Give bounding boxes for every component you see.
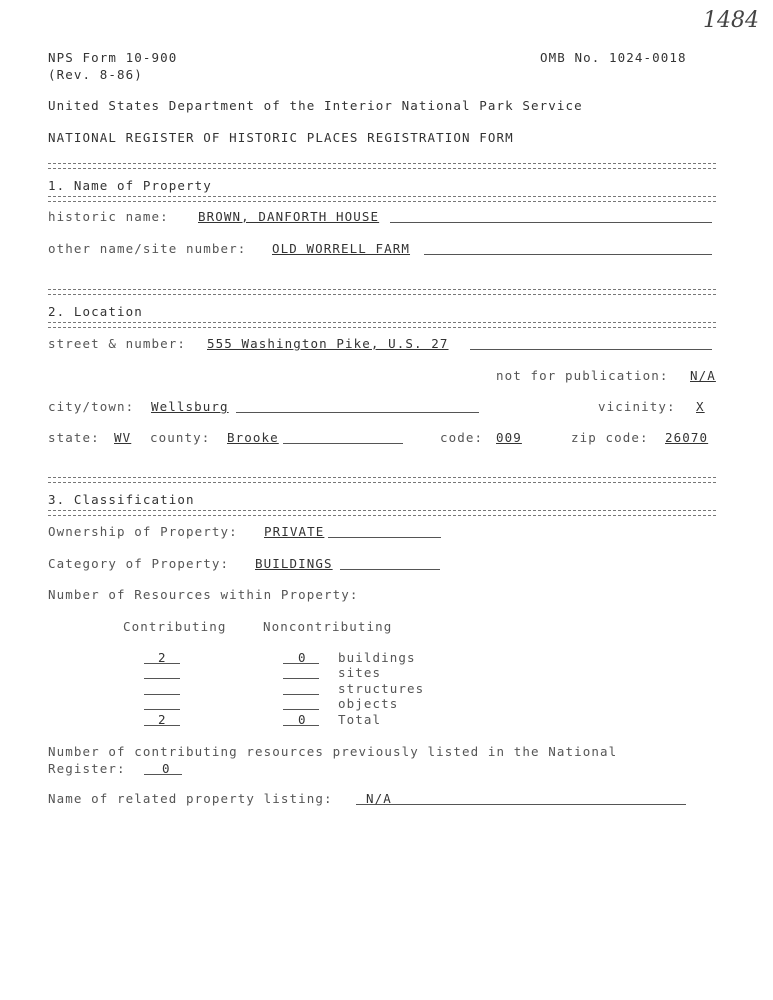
section-divider	[48, 289, 716, 295]
other-name-label: other name/site number:	[48, 241, 247, 256]
historic-name-value: BROWN, DANFORTH HOUSE	[198, 209, 380, 224]
fill-line	[283, 694, 319, 695]
county-value: Brooke	[227, 430, 279, 445]
street-value: 555 Washington Pike, U.S. 27	[207, 336, 449, 351]
fill-line	[236, 412, 479, 413]
col-noncontributing-header: Noncontributing	[263, 619, 393, 634]
section-divider	[48, 163, 716, 169]
state-value: WV	[114, 430, 132, 445]
category-label: Category of Property:	[48, 556, 230, 571]
not-for-publication-value: N/A	[690, 368, 716, 383]
resource-type: objects	[338, 696, 399, 711]
section3-heading: 3. Classification	[48, 492, 195, 507]
resource-type: buildings	[338, 650, 416, 665]
code-label: code:	[440, 430, 484, 445]
fill-line	[283, 678, 319, 679]
noncontributing-total: 0	[298, 712, 307, 727]
form-title: NATIONAL REGISTER OF HISTORIC PLACES REGISTRATION FORM	[48, 130, 514, 145]
street-label: street & number:	[48, 336, 187, 351]
fill-line	[144, 678, 180, 679]
col-contributing-header: Contributing	[123, 619, 227, 634]
fill-line	[144, 709, 180, 710]
section-divider	[48, 477, 716, 483]
fill-line	[340, 569, 440, 570]
resources-label: Number of Resources within Property:	[48, 587, 359, 602]
section-divider	[48, 510, 716, 516]
fill-line	[390, 222, 712, 223]
prev-listed-label: Number of contributing resources previously listed in the National	[48, 744, 618, 759]
resource-type: sites	[338, 665, 382, 680]
city-value: Wellsburg	[151, 399, 229, 414]
fill-line	[144, 694, 180, 695]
fill-line	[470, 349, 712, 350]
related-listing-value: N/A	[366, 791, 392, 806]
omb-number: OMB No. 1024-0018	[540, 50, 687, 65]
ownership-label: Ownership of Property:	[48, 524, 238, 539]
fill-line	[424, 254, 712, 255]
city-label: city/town:	[48, 399, 135, 414]
fill-line	[283, 709, 319, 710]
vicinity-value: X	[696, 399, 705, 414]
fill-line	[328, 537, 441, 538]
not-for-publication-label: not for publication:	[496, 368, 669, 383]
category-value: BUILDINGS	[255, 556, 333, 571]
contributing-count: 2	[158, 650, 167, 665]
noncontributing-count: 0	[298, 650, 307, 665]
prev-listed-label-2: Register:	[48, 761, 126, 776]
related-listing-label: Name of related property listing:	[48, 791, 333, 806]
section-divider	[48, 322, 716, 328]
historic-name-label: historic name:	[48, 209, 169, 224]
code-value: 009	[496, 430, 522, 445]
form-number: NPS Form 10-900	[48, 50, 178, 65]
ownership-value: PRIVATE	[264, 524, 325, 539]
resource-type: structures	[338, 681, 425, 696]
zip-label: zip code:	[571, 430, 649, 445]
county-label: county:	[150, 430, 211, 445]
state-label: state:	[48, 430, 100, 445]
handwritten-number: 1484	[703, 8, 759, 33]
agency-line: United States Department of the Interior National Park Service	[48, 98, 583, 113]
section1-heading: 1. Name of Property	[48, 178, 212, 193]
resource-type: Total	[338, 712, 382, 727]
contributing-total: 2	[158, 712, 167, 727]
section2-heading: 2. Location	[48, 304, 143, 319]
vicinity-label: vicinity:	[598, 399, 676, 414]
fill-line	[356, 804, 686, 805]
other-name-value: OLD WORRELL FARM	[272, 241, 411, 256]
section-divider	[48, 196, 716, 202]
form-revision: (Rev. 8-86)	[48, 67, 143, 82]
zip-value: 26070	[665, 430, 709, 445]
prev-listed-value: 0	[162, 761, 171, 776]
fill-line	[283, 443, 403, 444]
